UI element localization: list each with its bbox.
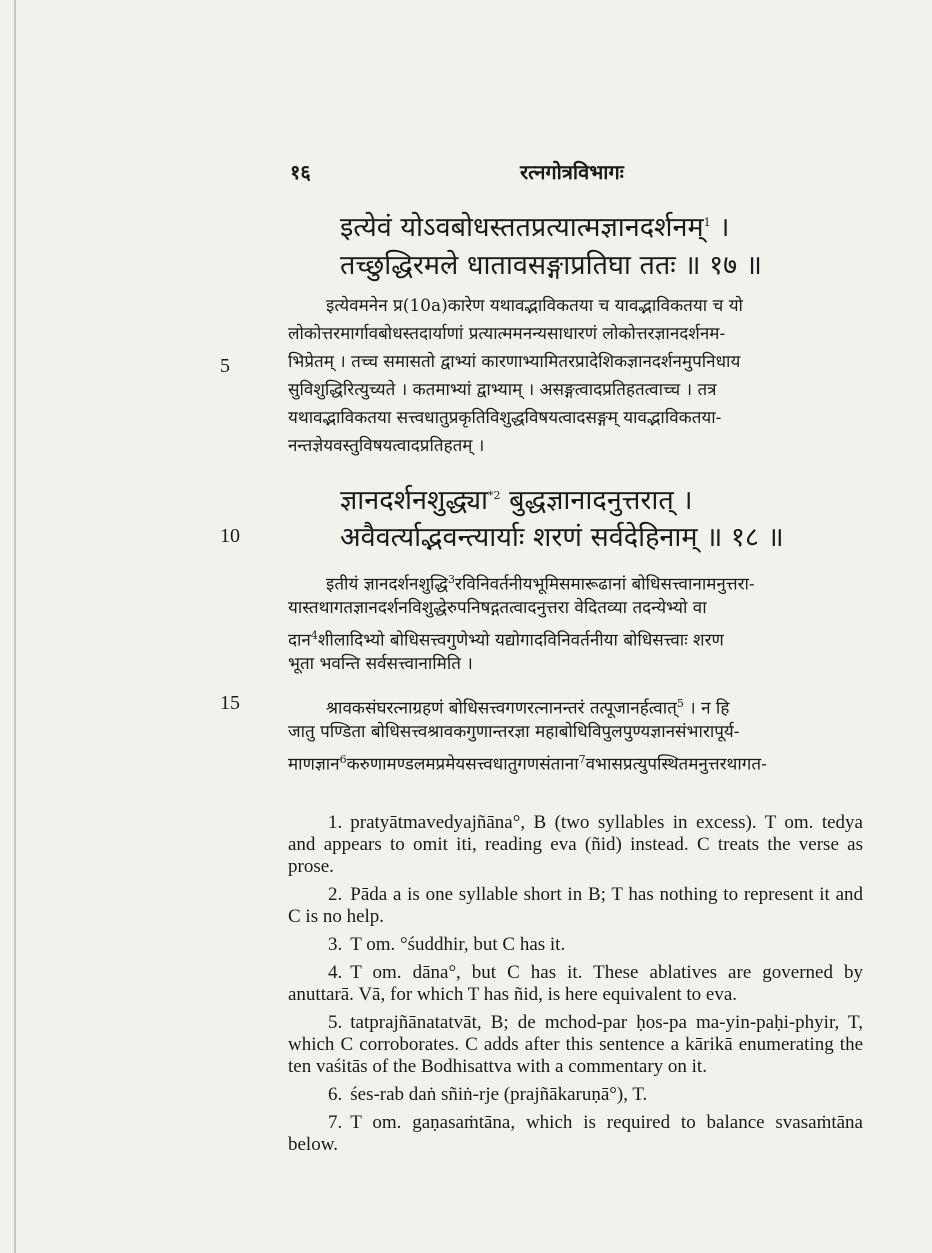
footnote-6: 6. śes-rab daṅ sñiṅ-rje (prajñākaruṇā°), T. bbox=[328, 1084, 648, 1105]
text-line: यथावद्भाविकतया सत्त्वधातुप्रकृतिविशुद्धविषयत्वादसङ्गम् यावद्भाविकतया- bbox=[288, 408, 722, 428]
line-number: 10 bbox=[220, 525, 240, 547]
footnote-4: 4. T om. dāna°, but C has it. These ablatives are governed by anuttarā. Vā, for which T has ñid, is here equivalent to eva. bbox=[288, 962, 863, 1005]
text-line: सुविशुद्धिरित्युच्यते । कतमाभ्यां द्वाभ्याम् । असङ्गत्वादप्रतिहतत्वाच्च । तत्र bbox=[288, 380, 717, 400]
footnote-2: 2. Pāda a is one syllable short in B; T has nothing to represent it and C is no help. bbox=[288, 884, 863, 927]
page-header bbox=[290, 158, 870, 188]
footnote-ref: 4 bbox=[310, 629, 318, 642]
commentary-paragraph-1 bbox=[288, 292, 863, 460]
verse-17-line-1: इत्येवं योऽवबोधस्ततप्रत्यात्मज्ञानदर्शनम्$^1$ । bbox=[340, 212, 730, 243]
text-line: इत्येवमनेन प्र(10a)कारेण यथावद्भाविकतया च यावद्भाविकतया च यो bbox=[326, 296, 743, 316]
footnote-ref: 3 bbox=[448, 573, 456, 586]
text-line: श्रावकसंघरत्नाग्रहणं बोधिसत्त्वगणरत्नानन्तरं तत्पूजानर्हत्वात्$^5$ । न हि bbox=[326, 697, 730, 718]
line-number: 5 bbox=[220, 355, 230, 377]
asterisk-mark: * bbox=[488, 489, 494, 502]
line-number: 15 bbox=[220, 692, 240, 714]
footnote-5: 5. tatprajñānatatvāt, B; de mchod-par ḥos-pa ma-yin-paḥi-phyir, T, which C corroborates. C adds after this sentence a kārikā enumerating the ten vaśitās of the Bodhisattva with a commentary on it. bbox=[288, 1012, 863, 1077]
footnote-7: 7. T om. gaṇasaṁtāna, which is required to balance svasaṁtāna below. bbox=[288, 1112, 863, 1155]
verse-17-line-2: तच्छुद्धिरमले धातावसङ्गाप्रतिघा ततः ॥ १७ ॥ bbox=[340, 250, 762, 281]
commentary-paragraph-3 bbox=[288, 690, 863, 774]
text-line: इतीयं ज्ञानदर्शनशुद्धि$^3$रविनिवर्तनीयभूमिसमारूढानां बोधिसत्त्वानामनुत्तरा- bbox=[326, 573, 755, 594]
footnote-ref: 6 bbox=[339, 753, 347, 766]
text-line: माणज्ञान$^6$करुणामण्डलमप्रमेयसत्त्वधातुगणसंताना$^7$वभासप्रत्युपस्थितमनुत्तरथागत- bbox=[288, 753, 767, 774]
footnote-ref: 2 bbox=[493, 489, 501, 502]
text-line: लोकोत्तरमार्गावबोधस्तदार्याणां प्रत्यात्ममनन्यसाधारणं लोकोत्तरज्ञानदर्शनम- bbox=[288, 324, 726, 344]
text-line: नन्तज्ञेयवस्तुविषयत्वादप्रतिहतम् । bbox=[288, 436, 485, 456]
text-line: यास्तथागतज्ञानदर्शनविशुद्धेरुपनिषद्गतत्वादनुत्तरा वेदितव्या तदन्येभ्यो वा bbox=[288, 598, 707, 618]
commentary-paragraph-2 bbox=[288, 566, 863, 678]
verse-18-line-1: ज्ञानदर्शनशुद्ध्या$^{*2}$ बुद्धज्ञानादनुत्तरात् । bbox=[340, 485, 693, 516]
text-line: भूता भवन्ति सर्वसत्त्वानामिति । bbox=[288, 654, 473, 674]
verse-18-line-2: अवैवर्त्याद्भवन्त्यार्याः शरणं सर्वदेहिनाम् ॥ १८ ॥ bbox=[340, 522, 784, 553]
text-line: दान$^4$शीलादिभ्यो बोधिसत्त्वगुणेभ्यो यद्योगादविनिवर्तनीया बोधिसत्त्वाः शरण bbox=[288, 629, 724, 650]
footnotes bbox=[288, 812, 863, 1162]
footnote-1: 1. pratyātmavedyajñāna°, B (two syllables in excess). T om. tedya and appears to omit iti, reading eva (ñid) instead. C treats the verse as prose. bbox=[288, 812, 863, 877]
footnote-ref: 7 bbox=[578, 753, 586, 766]
footnote-ref: 1 bbox=[703, 216, 711, 229]
text-line: भिप्रेतम् । तच्च समासतो द्वाभ्यां कारणाभ्यामितरप्रादेशिकज्ञानदर्शनमुपनिधाय bbox=[288, 352, 741, 372]
page-edge bbox=[14, 0, 16, 1253]
footnote-3: 3. T om. °śuddhir, but C has it. bbox=[328, 934, 566, 955]
text-line: जातु पण्डिता बोधिसत्त्वश्रावकगुणान्तरज्ञा महाबोधिविपुलपुण्यज्ञानसंभारापूर्य- bbox=[288, 722, 740, 742]
page-number: १६ bbox=[290, 160, 311, 184]
footnote-ref: 5 bbox=[676, 697, 684, 710]
running-title: रत्नगोत्रविभागः bbox=[520, 160, 624, 184]
